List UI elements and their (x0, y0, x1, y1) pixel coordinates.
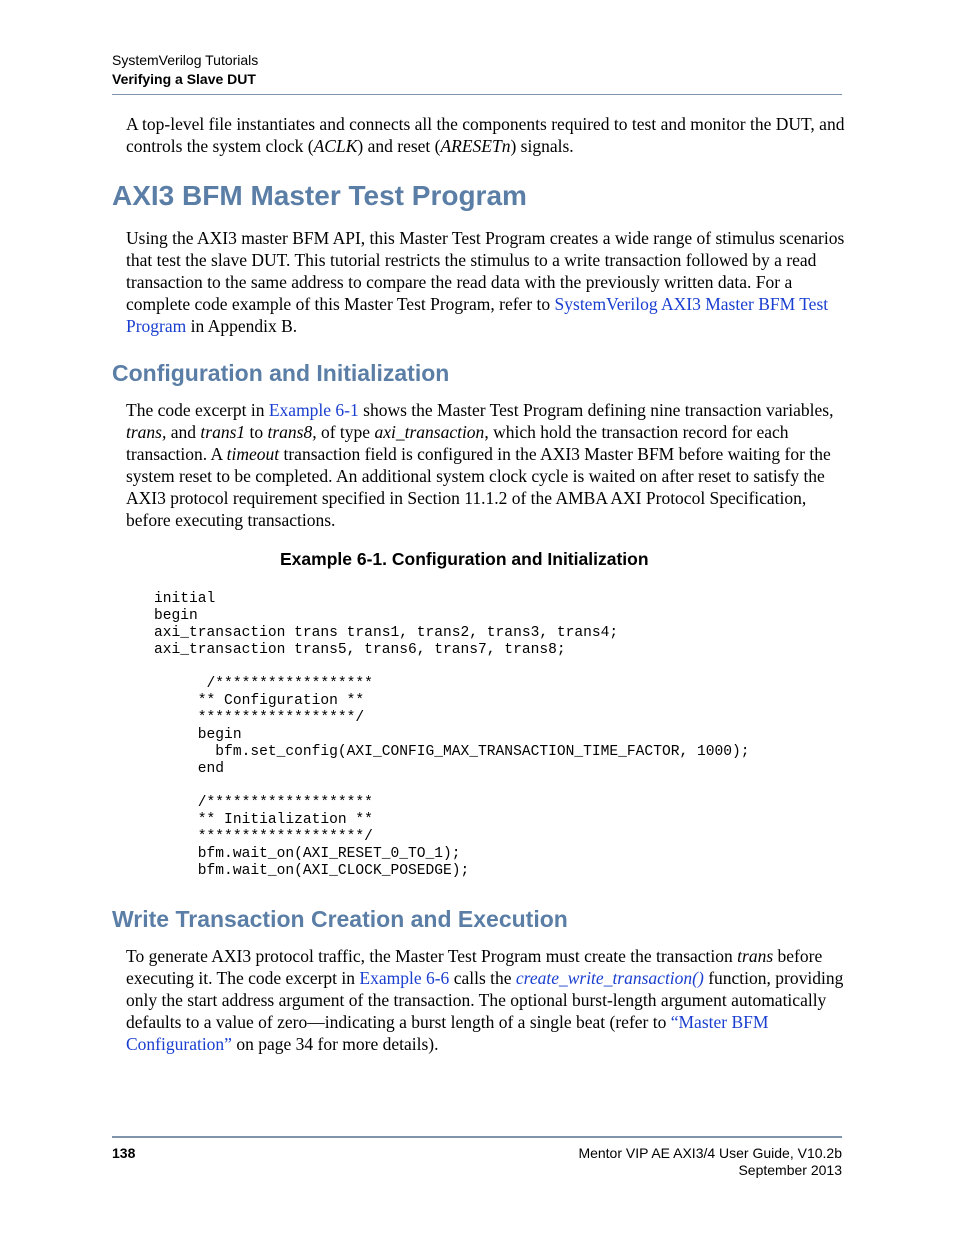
section2-text-1: The code excerpt in (126, 400, 269, 420)
section3-text-5: on page 34 for more details). (231, 1034, 439, 1054)
section3-text-2: before executing it. The code excerpt in (126, 946, 823, 988)
trans-term-2: trans (737, 946, 774, 966)
section1-text-1: Using the AXI3 master BFM API, this Master Test Program creates a wide range of stimulus scenarios that test the slave DUT. This tutorial restricts the stimulus to a write transaction followed by a read transaction to the same address to compare the read data with the previously written data. For a complete code example of this Master Test Program, refer to (126, 228, 845, 314)
footer-info (578, 1145, 842, 1179)
section1-text-2: in Appendix B. (186, 316, 298, 336)
footer-rule (112, 1136, 842, 1138)
section2-text-6: , which hold the transaction record for each transaction. A (126, 422, 789, 464)
page-number: 138 (112, 1145, 136, 1161)
write-transaction-paragraph (126, 945, 846, 1055)
header-rule (112, 94, 842, 95)
section2-text-3: and (166, 422, 201, 442)
section-title-write-transaction: Write Transaction Creation and Execution (112, 906, 568, 932)
trans1-term: trans1 (200, 422, 246, 442)
link-systemverilog-test-program[interactable]: SystemVerilog AXI3 Master BFM Test Program (126, 294, 829, 336)
section3-text-1: To generate AXI3 protocol traffic, the Master Test Program must create the transaction (126, 946, 738, 966)
example-title: Example 6-1. Configuration and Initialization (280, 549, 649, 569)
header-section: SystemVerilog Tutorials (112, 52, 259, 68)
section2-text-5: of type (316, 422, 375, 442)
section3-text-3: calls the (449, 968, 516, 988)
footer-date: September 2013 (738, 1162, 842, 1178)
timeout-term: timeout (226, 444, 280, 464)
section3-text-4: function, providing only the start address argument of the transaction. The optional burst-length argument automatically defaults to a value of zero—indicating a burst length of a single beat (refer to (126, 968, 844, 1032)
intro-text-3: ) signals. (510, 136, 574, 156)
section-title-configuration: Configuration and Initialization (112, 360, 450, 386)
link-example-6-1[interactable]: Example 6-1 (268, 400, 359, 420)
intro-paragraph (126, 113, 846, 157)
aresetn-term: ARESETn (440, 136, 511, 156)
intro-text-2: ) and reset ( (357, 136, 441, 156)
footer-doc-title: Mentor VIP AE AXI3/4 User Guide, V10.2b (578, 1145, 842, 1161)
link-create-write-transaction[interactable]: create_write_transaction() (515, 968, 704, 988)
intro-text-1: A top-level file instantiates and connects all the components required to test and monitor the DUT, and controls the system clock ( (126, 114, 845, 156)
trans8-term: trans8, (267, 422, 317, 442)
link-example-6-6[interactable]: Example 6-6 (359, 968, 450, 988)
section2-text-4: to (245, 422, 268, 442)
axi-transaction-term: axi_transaction (374, 422, 485, 442)
code-example: initial begin axi_transaction trans trans1, trans2, trans3, trans4; axi_transaction trans5, trans6, trans7, trans8; /****************** ** Configuration ** ******************/ begin bfm.set_config(AXI_CONFIG_MAX_TRANSACTION_TIME_FACTOR, 1000); end /******************* ** Initialization ** *******************/ bfm.wait_on(AXI_RESET_0_TO_1); bfm.wait_on(AXI_CLOCK_POSEDGE); (154, 591, 750, 879)
aclk-term: ACLK (313, 136, 358, 156)
section2-text-7: transaction field is configured in the AXI3 Master BFM before waiting for the system reset to be completed. An additional system clock cycle is waited on after reset to satisfy the AXI3 protocol requirement specified in Section 11.1.2 of the AMBA AXI Protocol Specification, before executing transactions. (126, 444, 831, 530)
configuration-paragraph (126, 399, 846, 531)
section2-text-2: shows the Master Test Program defining nine transaction variables, (358, 400, 834, 420)
master-test-program-paragraph (126, 227, 846, 337)
header-subsection: Verifying a Slave DUT (112, 71, 256, 87)
trans-term: trans, (126, 422, 167, 442)
link-master-bfm-configuration[interactable]: “Master BFM Configuration” (126, 1012, 769, 1054)
section-title-master-test-program: AXI3 BFM Master Test Program (112, 180, 527, 211)
